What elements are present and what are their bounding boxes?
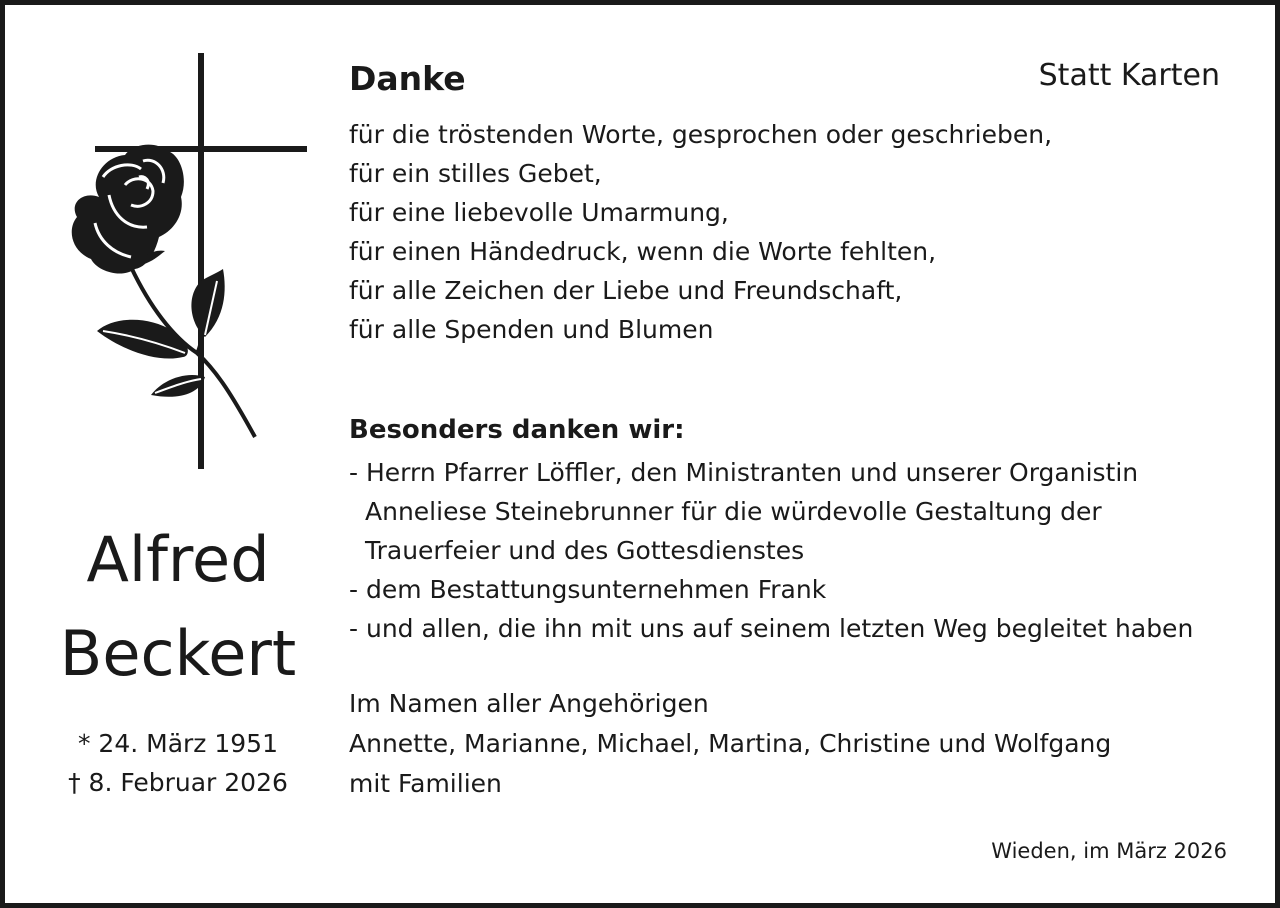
place-date: Wieden, im März 2026 bbox=[991, 839, 1227, 863]
gratitude-line: für ein stilles Gebet, bbox=[349, 159, 602, 188]
gratitude-line: für alle Spenden und Blumen bbox=[349, 315, 714, 344]
special-thanks-list bbox=[349, 453, 1193, 648]
gratitude-line: für die tröstenden Worte, gesprochen oder geschrieben, bbox=[349, 120, 1053, 149]
corner-note: Statt Karten bbox=[1038, 58, 1220, 93]
special-thanks-heading: Besonders danken wir: bbox=[349, 415, 685, 445]
death-date: † 8. Februar 2026 bbox=[68, 768, 288, 797]
life-dates bbox=[5, 724, 351, 802]
birth-date: * 24. März 1951 bbox=[77, 729, 278, 758]
gratitude-line: für eine liebevolle Umarmung, bbox=[349, 198, 729, 227]
thanks-item: Anneliese Steinebrunner für die würdevolle Gestaltung der bbox=[365, 497, 1102, 526]
closing-signature bbox=[349, 684, 1111, 804]
deceased-first-name: Alfred bbox=[86, 523, 270, 596]
signatories: Annette, Marianne, Michael, Martina, Christine und Wolfgang bbox=[349, 729, 1112, 758]
thanks-item: - Herrn Pfarrer Löffler, den Ministranten und unserer Organistin bbox=[349, 458, 1139, 487]
gratitude-list bbox=[349, 115, 1052, 349]
page-title: Danke bbox=[349, 59, 466, 98]
gratitude-line: für alle Zeichen der Liebe und Freundschaft, bbox=[349, 276, 903, 305]
gratitude-line: für einen Händedruck, wenn die Worte fehlten, bbox=[349, 237, 937, 266]
closing-line: Im Namen aller Angehörigen bbox=[349, 689, 709, 718]
closing-line: mit Familien bbox=[349, 769, 502, 798]
thanks-item: - und allen, die ihn mit uns auf seinem letzten Weg begleitet haben bbox=[349, 614, 1194, 643]
cross-with-rose-icon bbox=[55, 45, 325, 475]
thanks-item: - dem Bestattungsunternehmen Frank bbox=[349, 575, 827, 604]
deceased-last-name: Beckert bbox=[59, 617, 297, 690]
thanks-item: Trauerfeier und des Gottesdienstes bbox=[365, 536, 805, 565]
